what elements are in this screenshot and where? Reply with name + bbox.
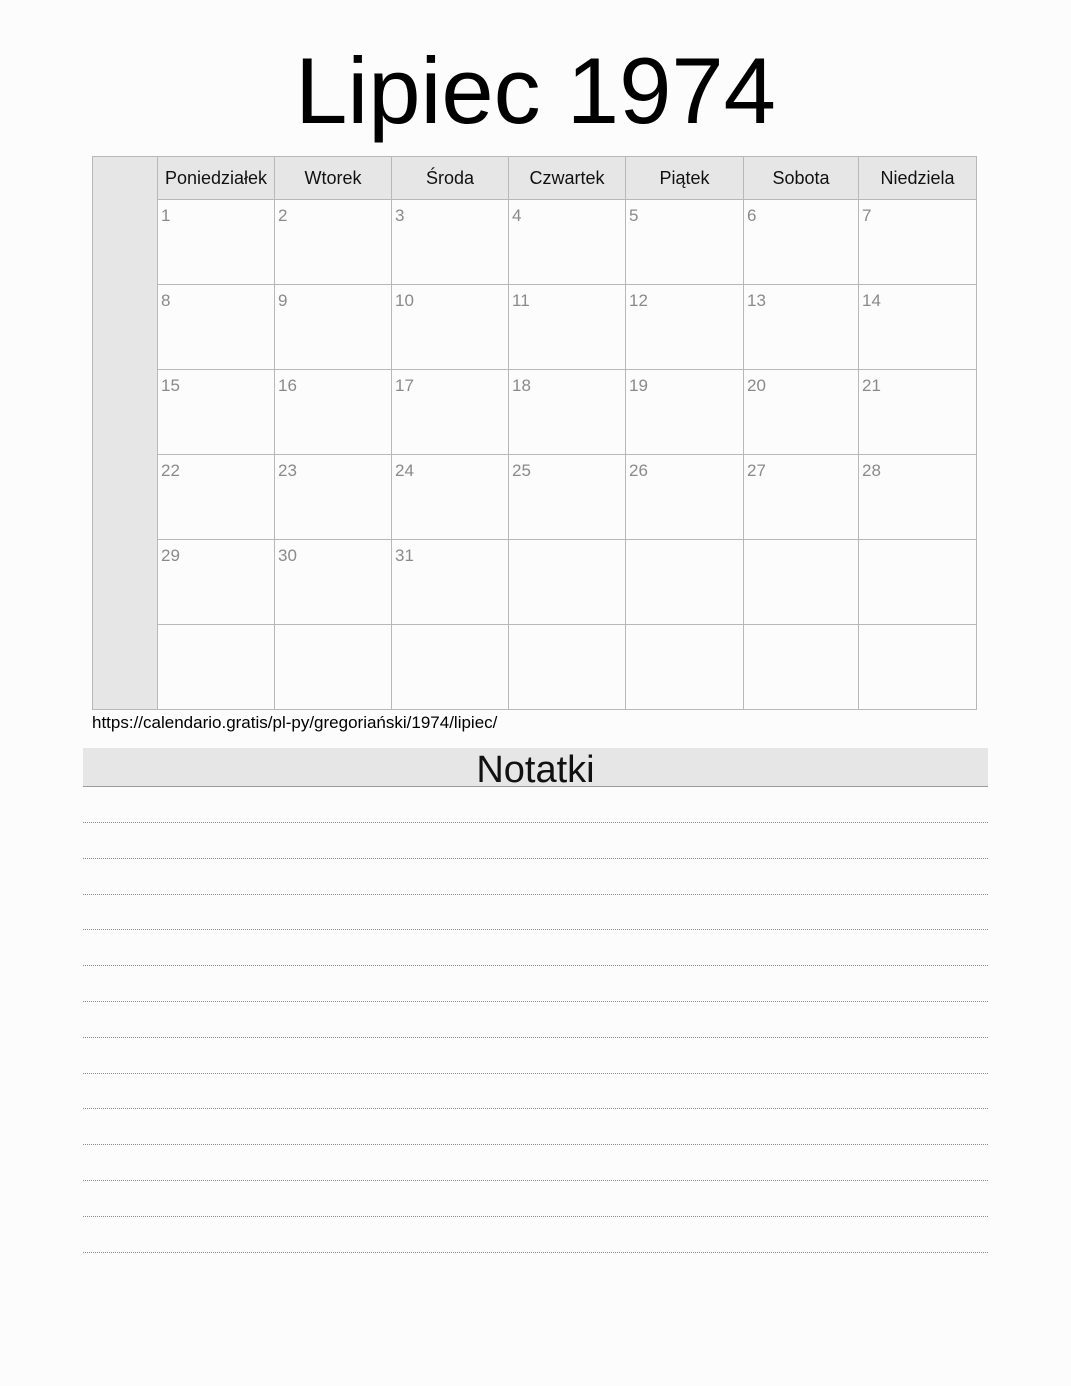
day-cell	[392, 625, 509, 709]
weekday-header: Poniedziałek	[158, 157, 275, 200]
weekday-header: Niedziela	[859, 157, 976, 200]
day-number: 5	[629, 206, 639, 225]
source-url: https://calendario.gratis/pl-py/gregoriański/1974/lipiec/	[92, 713, 498, 732]
weekday-header: Piątek	[626, 157, 744, 200]
day-cell	[158, 285, 275, 370]
day-number: 9	[278, 291, 288, 310]
day-number: 23	[278, 461, 297, 480]
day-number: 3	[395, 206, 405, 225]
day-cell	[509, 455, 626, 540]
day-cell	[744, 370, 859, 455]
day-cell	[859, 370, 976, 455]
day-cell	[275, 540, 392, 625]
day-cell	[275, 370, 392, 455]
weekday-header: Sobota	[744, 157, 859, 200]
day-number: 11	[512, 291, 530, 310]
day-number: 22	[161, 461, 180, 480]
day-number: 4	[512, 206, 522, 225]
day-number: 21	[862, 376, 881, 395]
day-number: 16	[278, 376, 297, 395]
day-number: 7	[862, 206, 872, 225]
day-cell	[275, 285, 392, 370]
day-number: 28	[862, 461, 881, 480]
day-number: 20	[747, 376, 766, 395]
day-cell	[744, 625, 859, 709]
note-line	[83, 1108, 988, 1109]
note-line	[83, 1144, 988, 1145]
day-cell	[158, 200, 275, 285]
day-number: 14	[862, 291, 881, 310]
note-line	[83, 1180, 988, 1181]
day-number: 29	[161, 546, 180, 565]
day-cell	[509, 625, 626, 709]
day-number: 27	[747, 461, 766, 480]
notes-header: Notatki	[83, 748, 988, 787]
day-cell	[275, 625, 392, 709]
day-cell	[859, 625, 976, 709]
day-number: 2	[278, 206, 288, 225]
day-number: 15	[161, 376, 180, 395]
day-number: 12	[629, 291, 648, 310]
day-number: 26	[629, 461, 648, 480]
day-cell	[392, 285, 509, 370]
day-cell	[744, 455, 859, 540]
day-cell	[626, 370, 744, 455]
day-number: 30	[278, 546, 297, 565]
day-cell	[626, 540, 744, 625]
note-line	[83, 1252, 988, 1253]
day-number: 19	[629, 376, 648, 395]
day-number: 10	[395, 291, 414, 310]
note-line	[83, 822, 988, 823]
note-line	[83, 1001, 988, 1002]
day-cell	[859, 455, 976, 540]
day-cell	[744, 200, 859, 285]
day-cell	[626, 200, 744, 285]
day-cell	[509, 200, 626, 285]
note-line	[83, 894, 988, 895]
day-cell	[158, 455, 275, 540]
day-number: 8	[161, 291, 171, 310]
day-cell	[392, 370, 509, 455]
day-cell	[859, 200, 976, 285]
weekday-header: Środa	[392, 157, 509, 200]
note-line	[83, 1037, 988, 1038]
day-cell	[275, 455, 392, 540]
calendar-days	[158, 157, 976, 709]
day-cell	[392, 200, 509, 285]
day-cell	[158, 540, 275, 625]
day-number: 24	[395, 461, 414, 480]
day-cell	[509, 370, 626, 455]
day-cell	[744, 285, 859, 370]
day-cell	[859, 540, 976, 625]
note-line	[83, 1073, 988, 1074]
day-number: 13	[747, 291, 766, 310]
week-number-column	[93, 157, 158, 709]
page-title: Lipiec 1974	[295, 38, 776, 143]
day-number: 18	[512, 376, 531, 395]
day-number: 25	[512, 461, 531, 480]
day-number: 1	[161, 206, 171, 225]
day-cell	[392, 455, 509, 540]
day-cell	[158, 370, 275, 455]
note-line	[83, 965, 988, 966]
day-cell	[275, 200, 392, 285]
weekday-header: Wtorek	[275, 157, 392, 200]
note-line	[83, 929, 988, 930]
day-cell	[509, 540, 626, 625]
day-number: 31	[395, 546, 414, 565]
day-number: 6	[747, 206, 757, 225]
day-cell	[509, 285, 626, 370]
note-line	[83, 1216, 988, 1217]
day-cell	[859, 285, 976, 370]
day-cell	[626, 285, 744, 370]
day-cell	[158, 625, 275, 709]
day-cell	[626, 625, 744, 709]
weekday-header: Czwartek	[509, 157, 626, 200]
note-line	[83, 858, 988, 859]
day-cell	[744, 540, 859, 625]
day-number: 17	[395, 376, 414, 395]
day-cell	[626, 455, 744, 540]
day-cell	[392, 540, 509, 625]
calendar-grid	[92, 156, 977, 710]
